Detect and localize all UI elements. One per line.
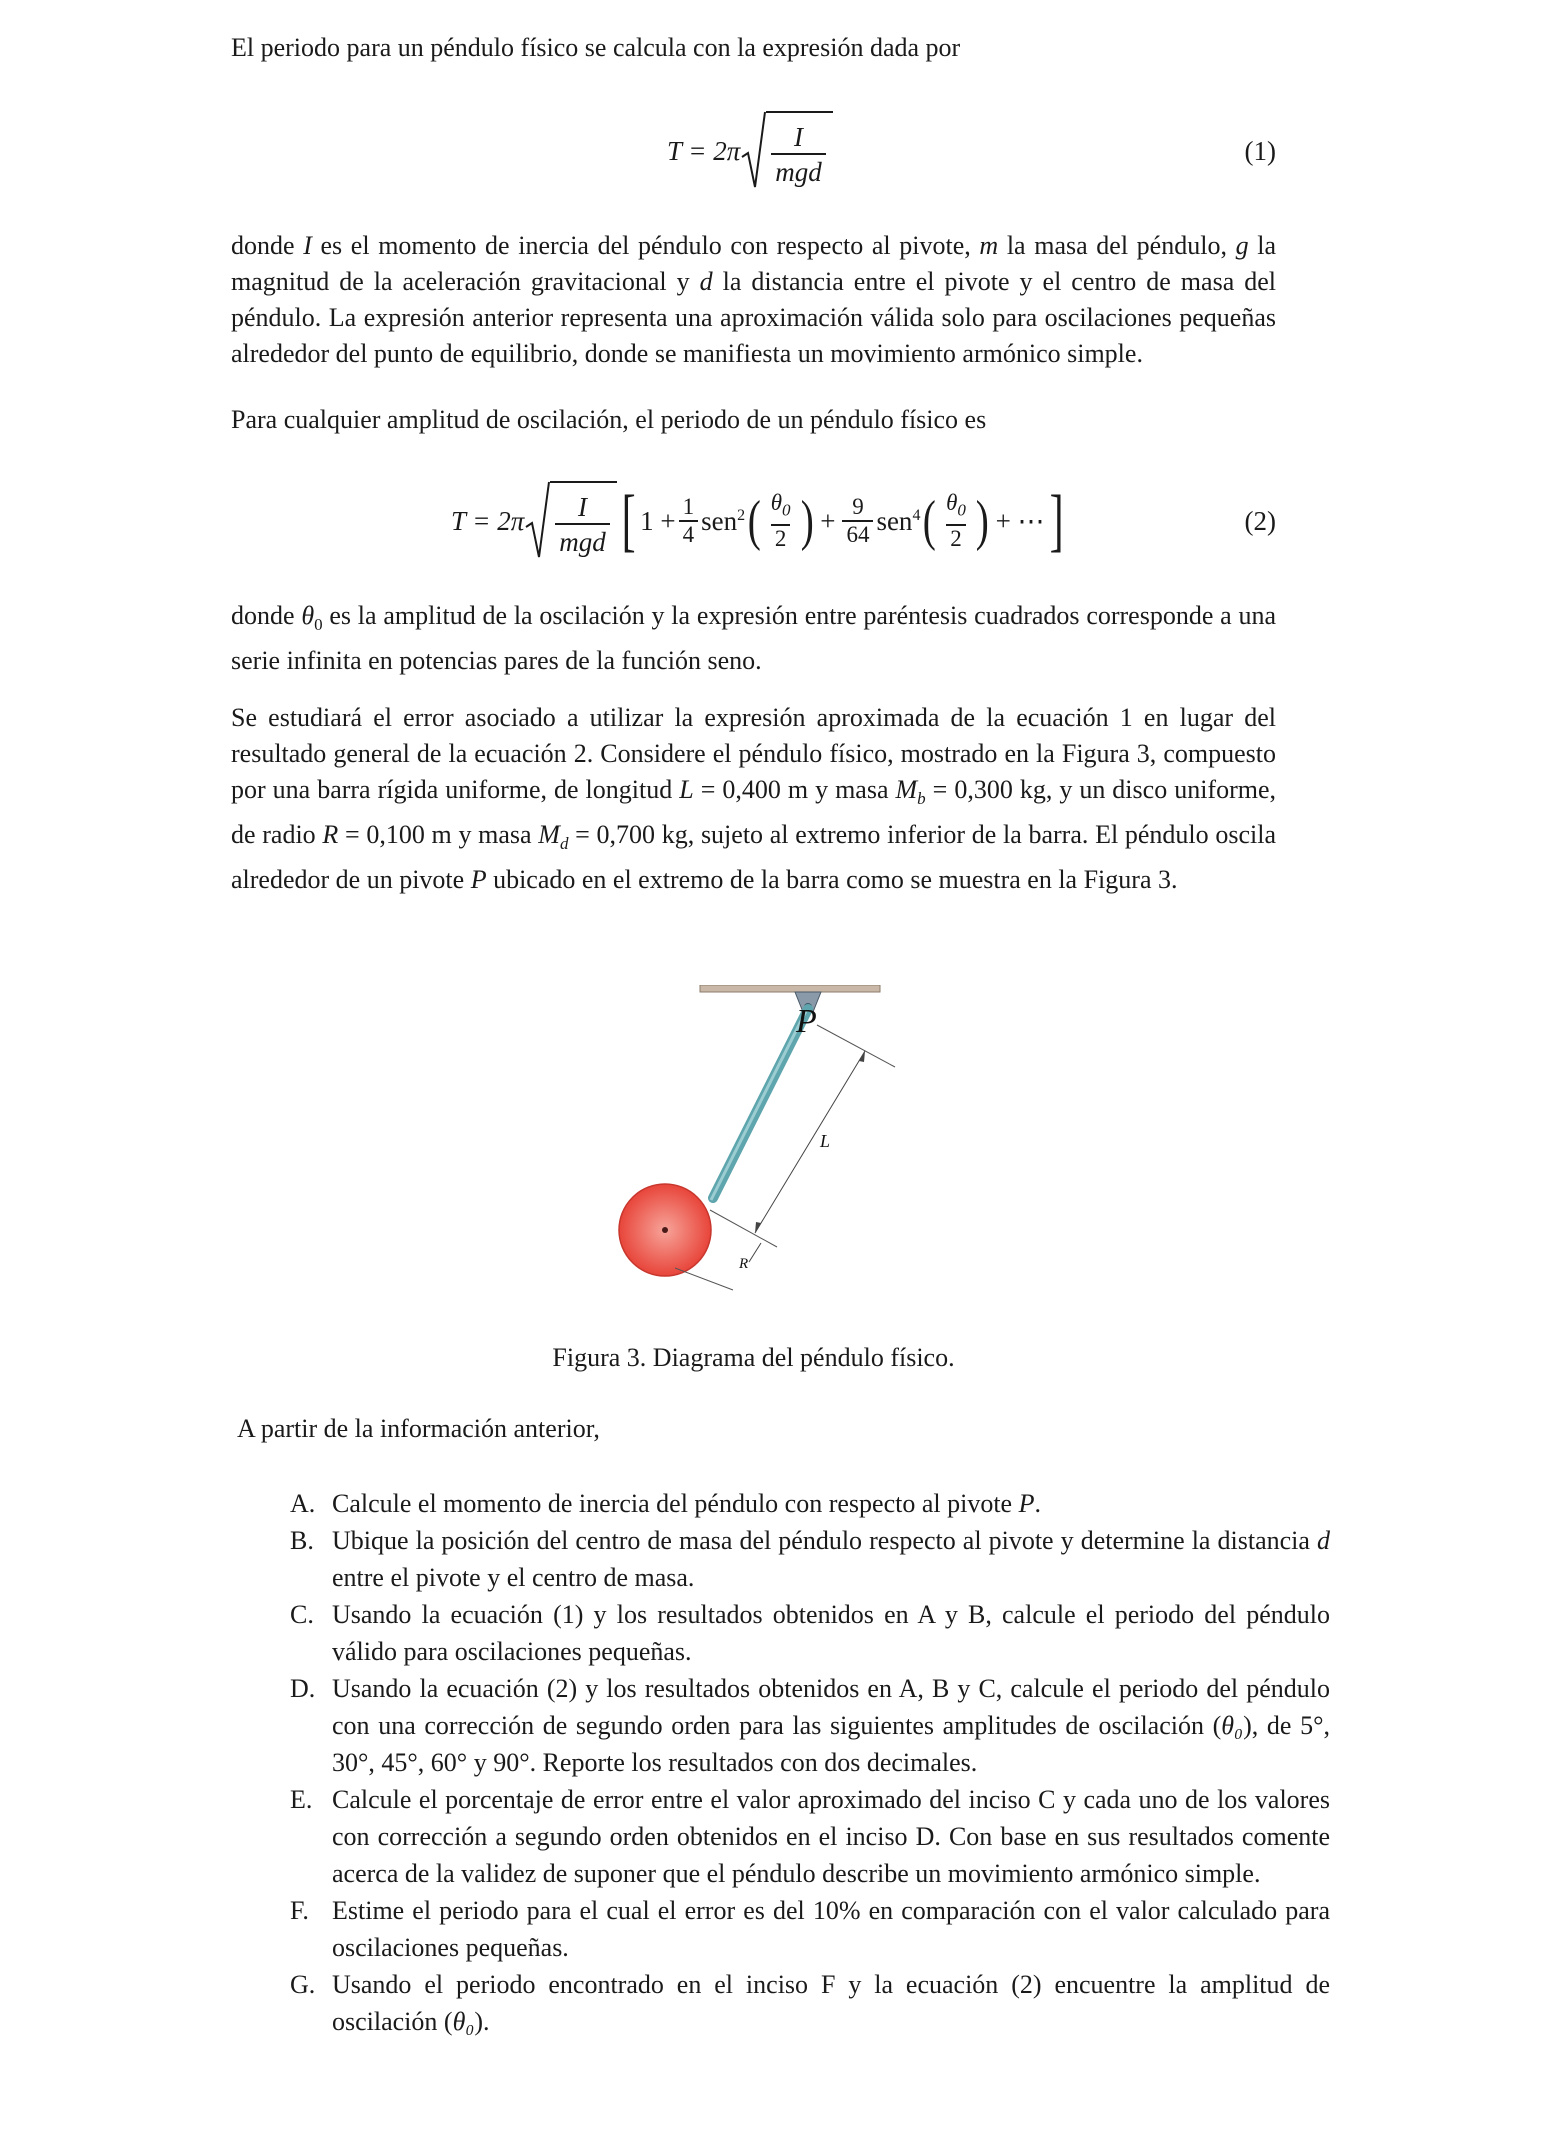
equation-1 xyxy=(231,96,1276,206)
questions-intro: A partir de la información anterior, xyxy=(237,1414,600,1443)
general-period-paragraph: Para cualquier amplitud de oscilación, el periodo de un péndulo físico es xyxy=(231,405,987,434)
pendulum-figure xyxy=(615,985,905,1295)
equation-1-fraction: $\frac{I}{\text{mgd}}$ xyxy=(771,121,826,189)
sqrt-sign: $\frac{I}{\text{mgd}}$ xyxy=(524,481,617,561)
label-L: L xyxy=(820,1131,831,1151)
right-bracket: ] xyxy=(1049,482,1064,559)
question-B: B. Ubique la posición del centro de masa del péndulo respecto al pivote y determine la distancia d entre el pivote y el centro de masa. xyxy=(290,1526,1330,1592)
left-bracket: [ xyxy=(621,482,636,559)
question-E: E. Calcule el porcentaje de error entre el valor aproximado del inciso C y cada uno de los valores con corrección a segundo orden obtenidos en el inciso D. Con base en sus resultados comente acerca de la validez de suponer que el péndulo describe un movimiento armónico simple. xyxy=(290,1785,1330,1888)
amplitude-paragraph: donde $\theta_0$ es la amplitud de la oscilación y la expresión entre paréntesis cuadrados corresponde a una serie infinita en potencias pares de la función seno. xyxy=(231,601,1276,676)
equation-2-body: T = 2π $\frac{I}{\text{mgd}}$ [ 1 + $\frac{1}{4}$ sen$^2$ ( $\frac{\theta_0}{2}$ ) + $\frac{9}{64}$ sen$^4$ ( $\frac{\theta_0}{2}$ ) + ⋯ ] xyxy=(451,482,1064,559)
question-A: A. Calcule el momento de inercia del péndulo con respecto al pivote P. xyxy=(290,1489,1041,1518)
label-P: P xyxy=(796,1003,817,1040)
problem-statement-paragraph: Se estudiará el error asociado a utilizar la expresión aproximada de la ecuación 1 en lugar del resultado general de la ecuación 2. Considere el péndulo físico, mostrado en la Figura 3, compuesto por una barra rígida uniforme, de longitud L = 0,400 m y masa $M_b = 0,300$ kg, y un disco uniforme, de radio R = 0,100 m y masa $M_d = 0,700$ kg, sujeto al extremo inferior de la barra. El péndulo oscila alrededor de un pivote P ubicado en el extremo de la barra como se muestra en la Figura 3. xyxy=(231,703,1276,895)
sqrt-sign xyxy=(740,111,833,191)
extension-line-bottom xyxy=(675,1268,733,1290)
definitions-paragraph: donde I es el momento de inercia del péndulo con respecto al pivote, m la masa del péndulo, g la magnitud de la aceleración gravitacional y d la distancia entre el pivote y el centro de masa del péndulo. La expresión anterior representa una aproximación válida solo para oscilaciones pequeñas alrededor del punto de equilibrio, donde se manifiesta un movimiento armónico simple. xyxy=(231,231,1276,368)
intro-paragraph: El periodo para un péndulo físico se calcula con la expresión dada por xyxy=(231,33,961,62)
question-C: C. Usando la ecuación (1) y los resultados obtenidos en A y B, calcule el periodo del péndulo válido para oscilaciones pequeñas. xyxy=(290,1600,1330,1666)
disk-center xyxy=(662,1227,668,1233)
equation-2-number: (2) xyxy=(1244,505,1276,536)
extension-line-top xyxy=(817,1025,895,1067)
equation-1-lhs: T = 2π xyxy=(667,135,741,166)
radical-icon xyxy=(740,111,766,191)
equation-1-number: (1) xyxy=(1244,135,1276,166)
question-F: F. Estime el periodo para el cual el error es del 10% en comparación con el valor calculado para oscilaciones pequeñas. xyxy=(290,1896,1330,1962)
equation-2 xyxy=(231,466,1276,576)
extension-line-middle xyxy=(710,1210,777,1247)
radical-icon xyxy=(524,481,550,561)
equation-1-body xyxy=(667,96,833,206)
question-G: G. Usando el periodo encontrado en el inciso F y la ecuación (2) encuentre la amplitud de oscilación (θ₀). xyxy=(290,1970,1330,2036)
dimension-R xyxy=(749,1243,761,1262)
arrow-icon xyxy=(859,1051,865,1062)
label-R: R xyxy=(739,1256,749,1272)
arrow-icon xyxy=(755,1222,761,1233)
ceiling xyxy=(700,985,880,992)
figure-caption: Figura 3. Diagrama del péndulo físico. xyxy=(552,1343,955,1372)
question-D: D. Usando la ecuación (2) y los resultados obtenidos en A, B y C, calcule el periodo del péndulo con una corrección de segundo orden para las siguientes amplitudes de oscilación (θ₀), de 5°, 30°, 45°, 60° y 90°. Reporte los resultados con dos decimales. xyxy=(290,1674,1330,1777)
questions-list xyxy=(290,1485,1330,2040)
